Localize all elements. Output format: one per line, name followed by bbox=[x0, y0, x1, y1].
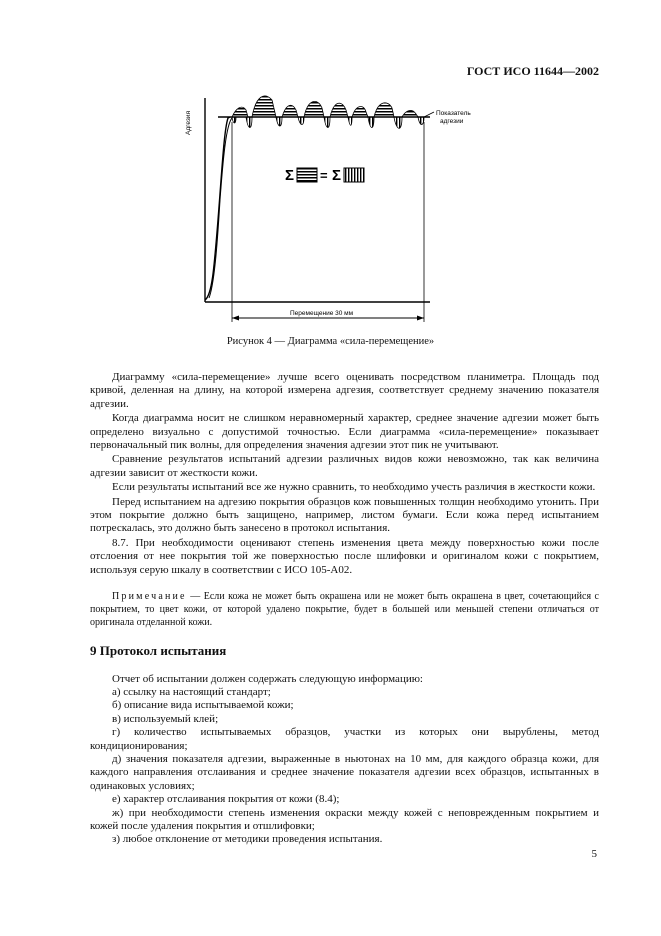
above-mean-areas bbox=[232, 96, 418, 117]
list-item: г) количество испытываемых образцов, участки из которых они вырублены, метод кондиционирования; bbox=[90, 726, 599, 752]
sum-sign-right: Σ bbox=[332, 167, 342, 184]
report-requirements-list bbox=[90, 673, 599, 847]
vertical-stripe-swatch bbox=[344, 168, 364, 182]
horizontal-stripe-swatch bbox=[297, 168, 317, 182]
list-item: в) используемый клей; bbox=[112, 712, 219, 725]
rising-curve bbox=[205, 117, 230, 300]
section-intro: Отчет об испытании должен содержать следующую информацию: bbox=[112, 672, 423, 685]
paragraph: Перед испытанием на адгезию покрытия образцов кож повышенных толщин необходимо утонить. При этом покрытие должно быть защищено, например, листом бумаги. Если кожа перед испытанием потрескалась, это должно быть занесено в протокол испытания. bbox=[90, 495, 599, 535]
list-item: б) описание вида испытываемой кожи; bbox=[112, 699, 294, 712]
y-axis-label: Адгезия bbox=[185, 111, 192, 135]
figure-caption: Рисунок 4 — Диаграмма «сила-перемещение» bbox=[226, 336, 435, 347]
paragraph: Диаграмму «сила-перемещение» лучше всего оценивать посредством планиметра. Площадь под кривой, деленная на длину, на которой измерена адгезия, соответствует среднему значению показателя адгезии. bbox=[90, 371, 599, 410]
force-displacement-diagram bbox=[0, 0, 661, 360]
list-item: е) характер отслаивания покрытия от кожи (8.4); bbox=[112, 793, 340, 806]
standard-header: ГОСТ ИСО 11644—2002 bbox=[466, 64, 599, 78]
force-displacement-figure bbox=[0, 0, 661, 360]
rising-curve-inner bbox=[209, 118, 232, 298]
adhesion-indicator-label-1: Показатель bbox=[436, 110, 471, 117]
list-item: ж) при необходимости степень изменения окраски между кожей с неповрежденным покрытием и кожей после удаления покрытия и отшлифовки; bbox=[90, 806, 599, 832]
adhesion-indicator-label-2: адгезии bbox=[440, 118, 464, 125]
list-item: д) значения показателя адгезии, выраженные в ньютонах на 10 мм, для каждого образца кожи, для каждого направления отслаивания и среднее значение показателя адгезии всех образцов, испытанных в одинаковых условиях; bbox=[90, 752, 599, 792]
paragraph: 8.7. При необходимости оценивают степень изменения цвета между поверхностью кожи после отслоения от нее покрытия той же поверхностью после шлифовки и оригиналом кожи с покрытием, используя серую шкалу в соответствии с ИСО 105-А02. bbox=[90, 536, 599, 576]
note bbox=[90, 590, 599, 629]
paragraph: Сравнение результатов испытаний адгезии различных видов кожи невозможно, так как величина адгезии зависит от жесткости кожи. bbox=[90, 453, 599, 479]
list-item: а) ссылку на настоящий стандарт; bbox=[112, 685, 271, 698]
page-number: 5 bbox=[591, 848, 597, 860]
note-label: Примечание bbox=[112, 591, 187, 603]
displacement-label: Перемещение 30 мм bbox=[290, 310, 354, 317]
below-mean-areas bbox=[232, 117, 424, 128]
paragraph: Если результаты испытаний все же нужно сравнить, то необходимо учесть различия в жесткости кожи. bbox=[112, 481, 596, 494]
note-text: — Если кожа не может быть окрашена или не может быть окрашена в цвет, сочетающийся с покрытием, то цвет кожи, от которой удалено покрытие, будет в большей или меньшей степени отличаться от оригинала отделанной кожи. bbox=[90, 591, 599, 629]
list-item: з) любое отклонение от методики проведения испытания. bbox=[112, 833, 383, 846]
document-body bbox=[90, 371, 599, 847]
section-title: 9 Протокол испытания bbox=[90, 643, 227, 659]
sum-sign-left: Σ bbox=[285, 167, 295, 184]
equals-sign: = bbox=[320, 168, 328, 183]
paragraph: Когда диаграмма носит не слишком неравномерный характер, среднее значение адгезии может быть определено визуально с допустимой точностью. Если диаграмма «сила-перемещение» показывает первоначальный пик волны, для определения значения адгезии этот пик не учитывают. bbox=[90, 412, 599, 452]
